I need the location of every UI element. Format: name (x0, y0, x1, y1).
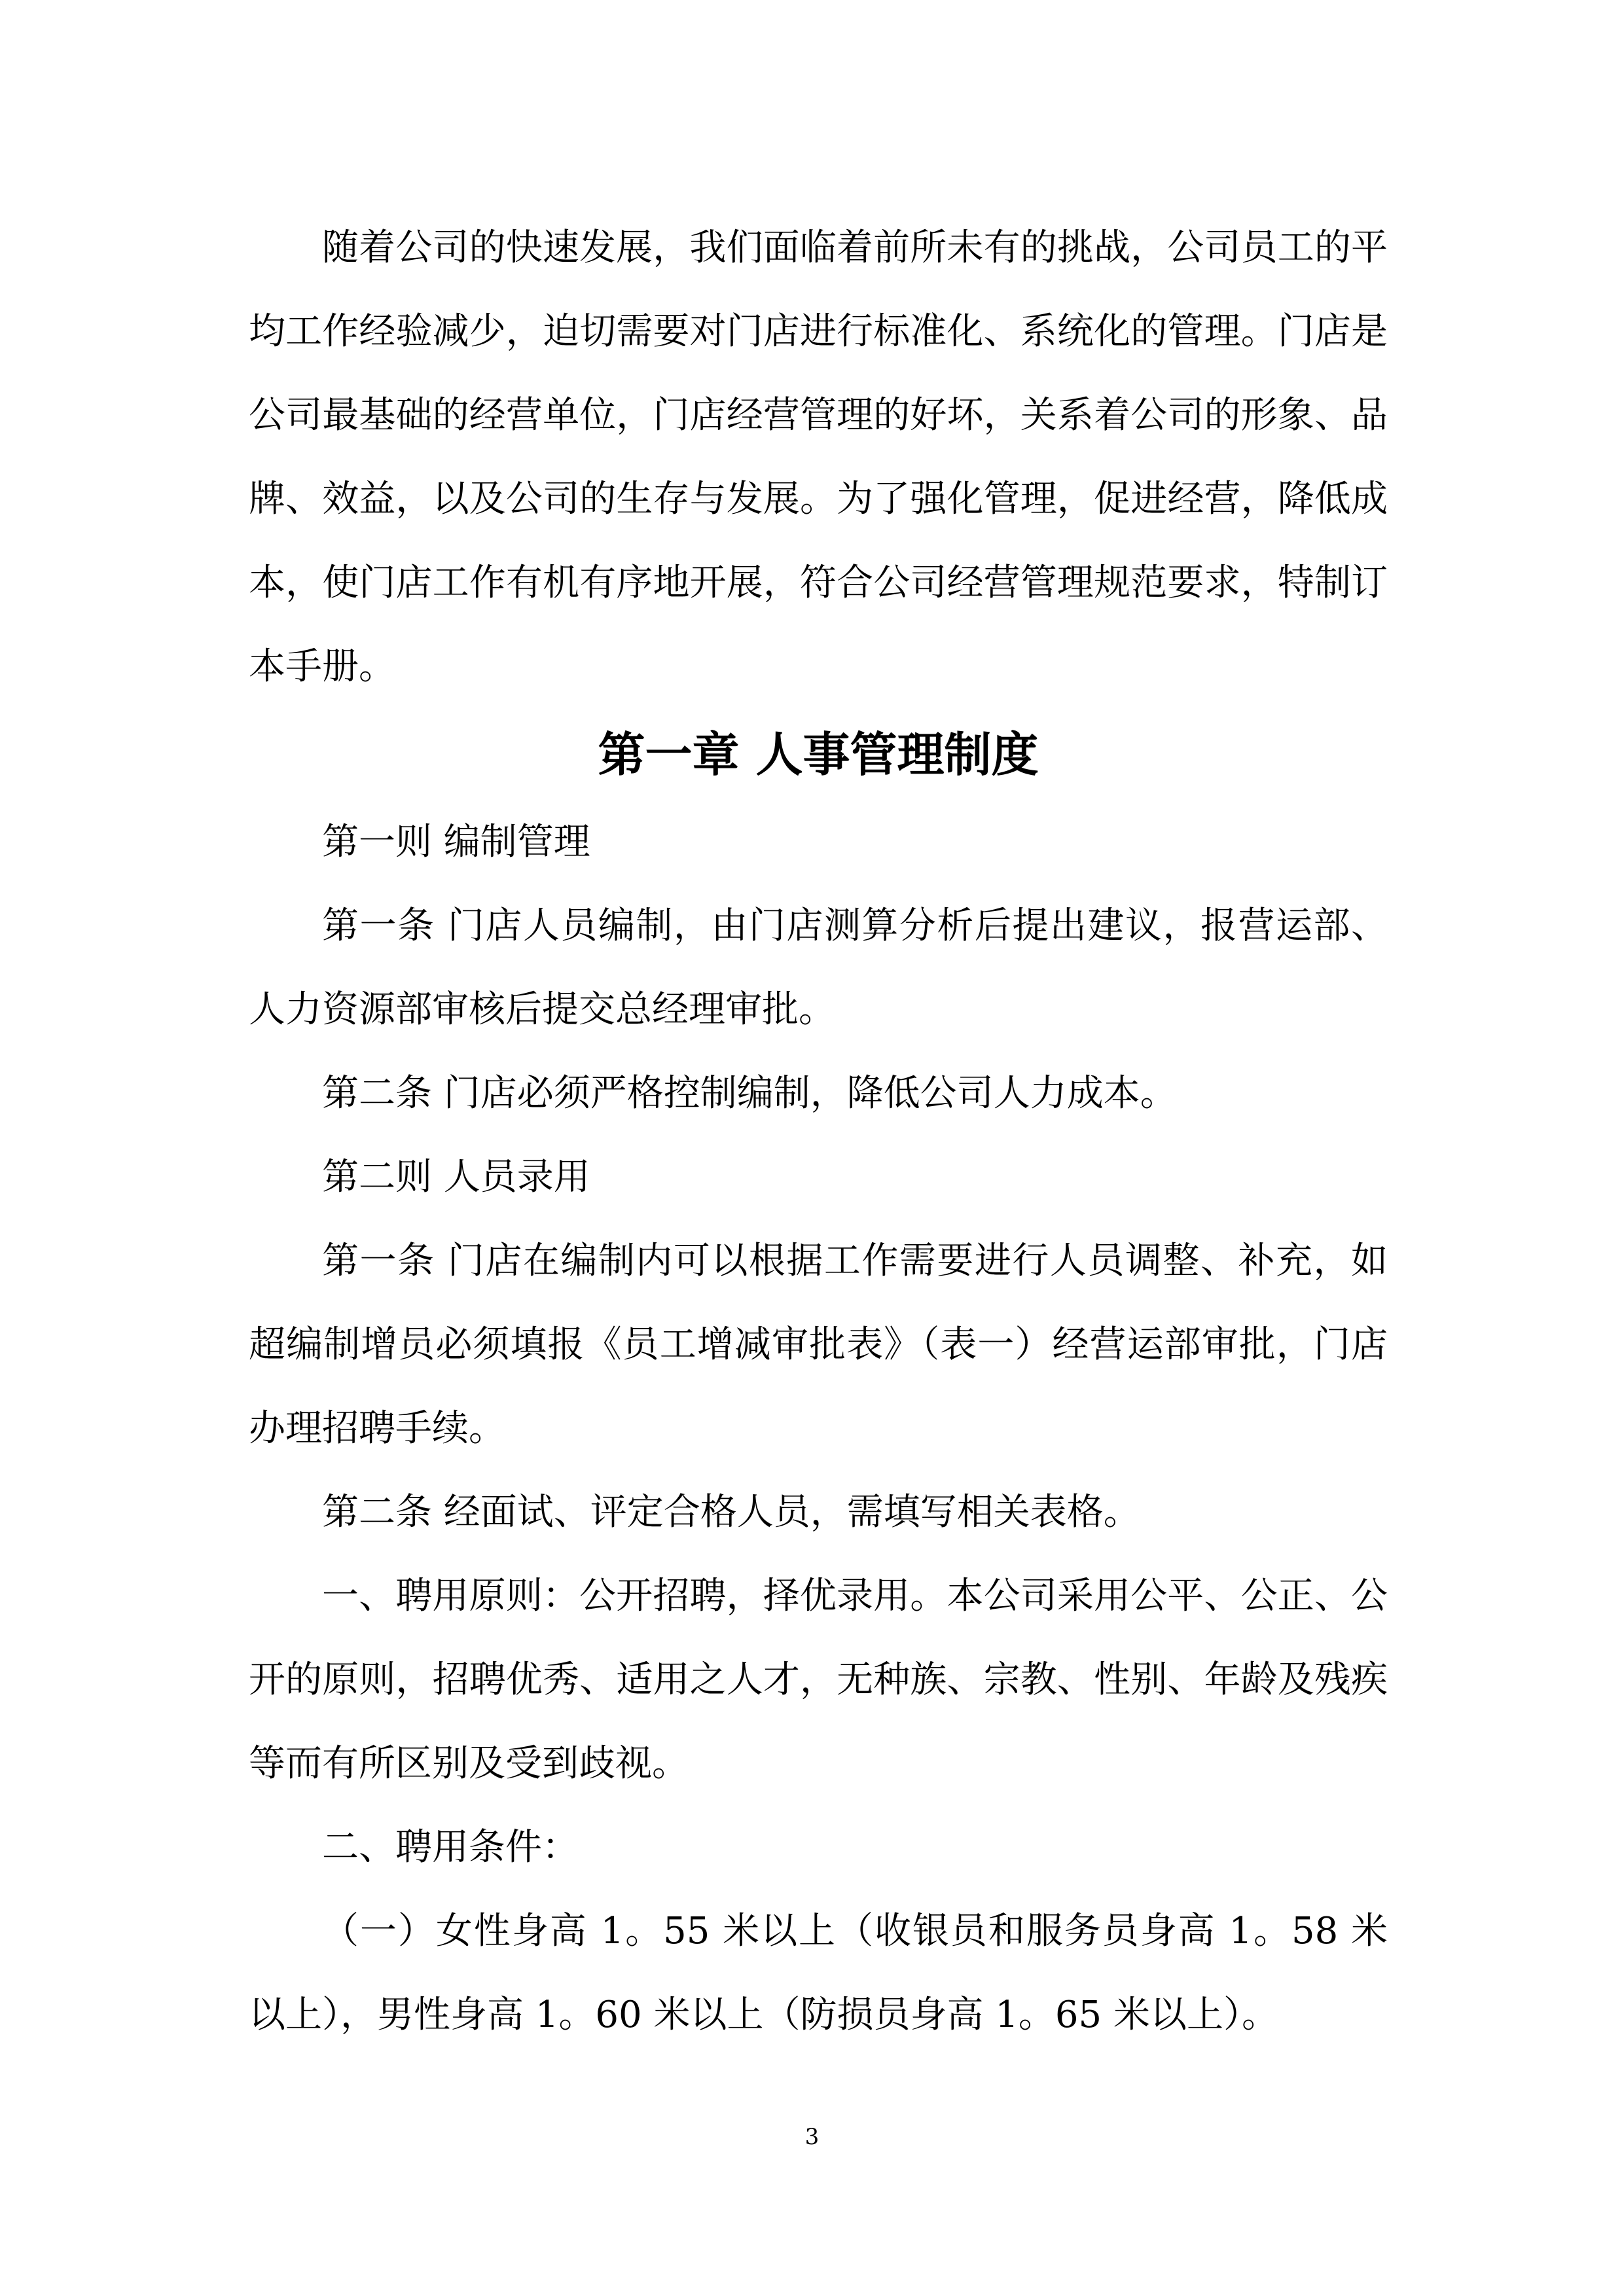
article-recruitment-2: 第二条 经面试、评定合格人员，需填写相关表格。 (322, 1491, 1140, 1534)
chapter-title: 第一章 人事管理制度 (598, 726, 1039, 782)
page-number: 3 (804, 2124, 820, 2150)
hiring-condition-1: （一）女性身高 1。55 米以上（收银员和服务员身高 1。58 米以上），男性身高 1。60 米以上（防损员身高 1。65 米以上）。 (249, 1910, 1388, 2036)
intro-paragraph: 随着公司的快速发展，我们面临着前所未有的挑战，公司员工的平均工作经验减少，迫切需要对门店进行标准化、系统化的管理。门店是公司最基础的经营单位，门店经营管理的好坏，关系着公司的形象、品牌、效益，以及公司的生存与发展。为了强化管理，促进经营，降低成本，使门店工作有机有序地开展，符合公司经营管理规范要求，特制订本手册。 (249, 226, 1388, 688)
hiring-principle-paragraph: 一、聘用原则：公开招聘，择优录用。本公司采用公平、公正、公开的原则，招聘优秀、适用之人才，无种族、宗教、性别、年龄及残疾等而有所区别及受到歧视。 (249, 1575, 1388, 1785)
article-staffing-1: 第一条 门店人员编制，由门店测算分析后提出建议，报营运部、人力资源部审核后提交总经理审批。 (249, 905, 1388, 1031)
article-staffing-2: 第二条 门店必须严格控制编制，降低公司人力成本。 (322, 1072, 1177, 1115)
section-title-staffing: 第一则 编制管理 (322, 821, 590, 863)
hiring-conditions-title: 二、聘用条件： (322, 1826, 579, 1869)
page-content (249, 206, 1388, 2057)
article-recruitment-1: 第一条 门店在编制内可以根据工作需要进行人员调整、补充，如超编制增员必须填报《员工增减审批表》（表一）经营运部审批，门店办理招聘手续。 (249, 1240, 1388, 1450)
section-title-recruitment: 第二则 人员录用 (322, 1156, 590, 1198)
